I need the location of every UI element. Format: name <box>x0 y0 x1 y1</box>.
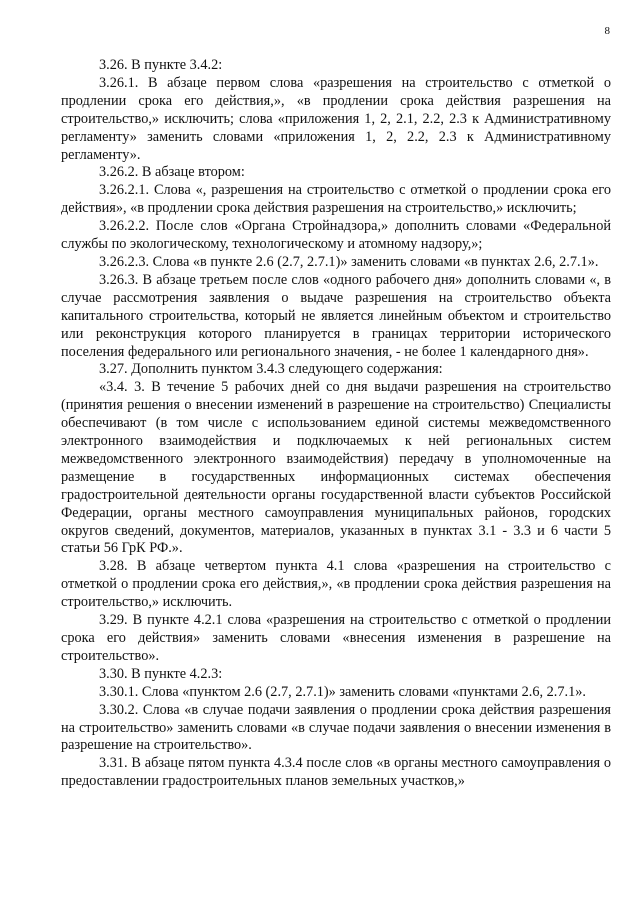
document-body <box>61 57 611 791</box>
paragraph-3-30-1: 3.30.1. Слова «пунктом 2.6 (2.7, 2.7.1)» заменить словами «пунктами 2.6, 2.7.1». <box>99 683 586 700</box>
paragraph-3-28: 3.28. В абзаце четвертом пункта 4.1 слова «разрешения на строительство с отметкой о продлении срока его действия,», «в продлении срока действия разрешения на строительство,» исключить. <box>61 558 611 611</box>
paragraph-3-30-2: 3.30.2. Слова «в случае подачи заявления о продлении срока действия разрешения на строительство» заменить словами «в случае подачи заявления о внесении изменения в разрешение на строительство». <box>61 701 611 754</box>
page-number: 8 <box>604 25 610 37</box>
paragraph-3-26-3: 3.26.3. В абзаце третьем после слов «одного рабочего дня» дополнить словами «, в случае рассмотрения заявления о выдаче разрешения на строительство объекта капитального строительства, который не является линейным объектом и строительство или реконструкция которого планируется в границах территории исторического поселения федерального или регионального значения, - не более 1 календарного дня». <box>61 271 611 360</box>
paragraph-3-26: 3.26. В пункте 3.4.2: <box>99 57 223 73</box>
paragraph-3-27: 3.27. Дополнить пунктом 3.4.3 следующего содержания: <box>99 361 443 378</box>
paragraph-3-26-1: 3.26.1. В абзаце первом слова «разрешения на строительство с отметкой о продлении срока его действия,», «в продлении срока действия разрешения на строительство,» исключить; слова «приложения 1, 2, 2.1, 2.2, 2.3 к Административному регламенту» заменить словами «приложения 1, 2, 2.2, 2.3 к Административному регламенту». <box>61 74 611 163</box>
paragraph-3-26-2-3: 3.26.2.3. Слова «в пункте 2.6 (2.7, 2.7.1)» заменить словами «в пунктах 2.6, 2.7.1». <box>99 253 599 270</box>
paragraph-3-31: 3.31. В абзаце пятом пункта 4.3.4 после слов «в органы местного самоуправления о предоставлении градостроительных планов земельных участков,» <box>61 755 611 790</box>
paragraph-3-30: 3.30. В пункте 4.2.3: <box>99 665 223 682</box>
paragraph-3-26-2-2: 3.26.2.2. После слов «Органа Стройнадзора,» дополнить словами «Федеральной службы по экологическому, технологическому и атомному надзору,»; <box>61 218 611 253</box>
paragraph-3-26-2: 3.26.2. В абзаце втором: <box>99 164 245 181</box>
paragraph-3-29: 3.29. В пункте 4.2.1 слова «разрешения на строительство с отметкой о продлении срока его действия» заменить словами «внесения изменения в разрешение на строительство». <box>61 612 611 664</box>
paragraph-3-4-3-text: «3.4. 3. В течение 5 рабочих дней со дня выдачи разрешения на строительство (принятия решения о внесении изменений в разрешение на строительство) Специалисты обеспечивают (в том числе с использованием единой системы межведомственного электронного взаимодействия и подключаемых к ней региональных систем межведомственного электронного взаимодействия) передачу в уполномоченные на размещение в государственных информационных системах обеспечения градостроительной деятельности органы государственной власти субъектов Российской Федерации, органы местного самоуправления муниципальных районов, городских округов сведений, документов, материалов, указанных в пунктах 3.1 - 3.3 и 6 части 5 статьи 56 ГрК РФ.». <box>61 379 611 557</box>
paragraph-3-26-2-1: 3.26.2.1. Слова «, разрешения на строительство с отметкой о продлении срока его действия», «в продлении срока действия разрешения на строительство,» исключить; <box>61 182 611 217</box>
